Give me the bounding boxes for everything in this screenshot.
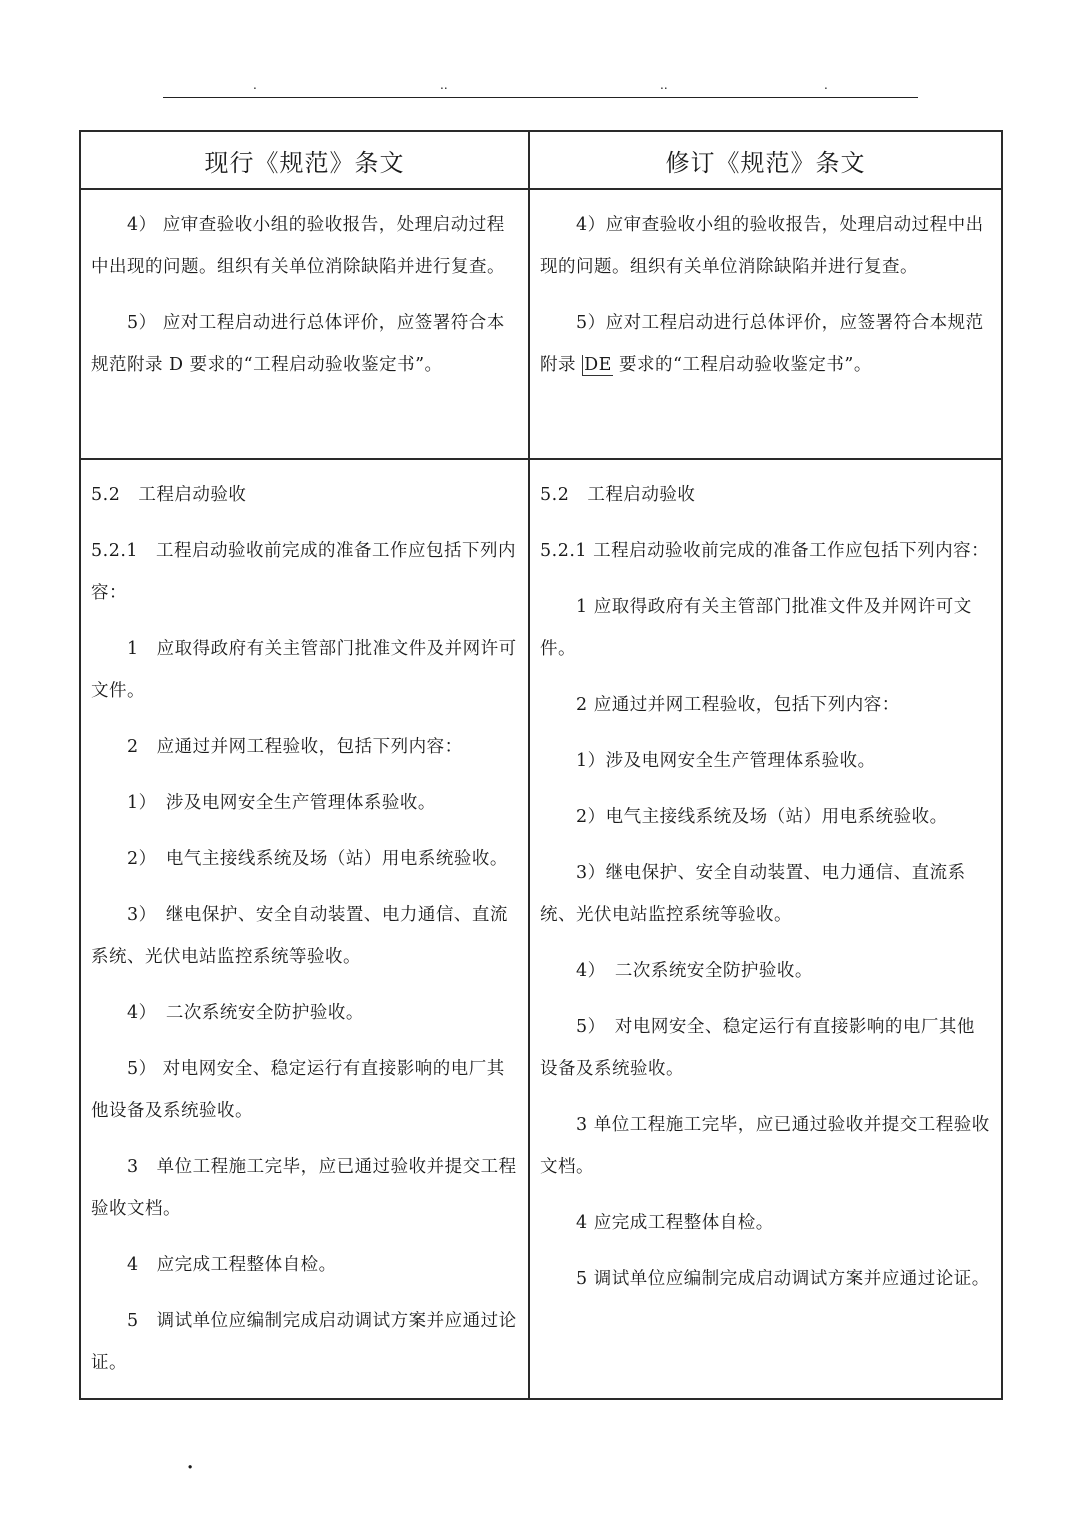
header-rule [163, 97, 918, 98]
header-dot: .. [660, 78, 668, 92]
table-row [80, 189, 1002, 459]
current-spec-header: 现行《规范》条文 [80, 131, 529, 189]
revised-spec-cell [529, 189, 1002, 459]
revised-spec-header: 修订《规范》条文 [529, 131, 1002, 189]
current-spec-cell [80, 189, 529, 459]
clause-text: 5） 对电网安全、稳定运行有直接影响的电厂其他设备及系统验收。 [540, 1017, 975, 1079]
clause-text: 5 调试单位应编制完成启动调试方案并应通过论证。 [576, 1269, 990, 1289]
clause-text: 4 应完成工程整体自检。 [127, 1255, 337, 1275]
clause-text: 5） 对电网安全、稳定运行有直接影响的电厂其他设备及系统验收。 [91, 1059, 505, 1121]
table-row [80, 459, 1002, 1399]
section-heading: 5.2 工程启动验收 [540, 485, 696, 505]
comparison-table [79, 130, 1003, 1400]
clause-text: 5.2.1 工程启动验收前完成的准备工作应包括下列内容： [91, 541, 517, 603]
header-dot: .. [440, 78, 448, 92]
revision-mark: DE [584, 355, 612, 375]
clause-text-pre: 5）应对工程启动进行总体评价，应签署符合本规范附录 [540, 313, 984, 375]
clause-text: 1） 涉及电网安全生产管理体系验收。 [127, 793, 436, 813]
clause-text: 5） 应对工程启动进行总体评价，应签署符合本规范附录 D 要求的“工程启动验收鉴定书”。 [91, 313, 505, 375]
clause-text: 3 单位工程施工完毕，应已通过验收并提交工程验收文档。 [540, 1115, 990, 1177]
clause-text: 4） 应审查验收小组的验收报告，处理启动过程中出现的问题。组织有关单位消除缺陷并进行复查。 [91, 215, 505, 277]
header-dot: . [253, 78, 257, 92]
clause-text [540, 302, 991, 386]
clause-text: 2）电气主接线系统及场（站）用电系统验收。 [576, 807, 948, 827]
clause-text: 3）继电保护、安全自动装置、电力通信、直流系统、光伏电站监控系统等验收。 [540, 863, 966, 925]
clause-text: 2 应通过并网工程验收，包括下列内容： [576, 695, 900, 715]
clause-text: 2 应通过并网工程验收，包括下列内容： [127, 737, 463, 757]
clause-text: 4） 二次系统安全防护验收。 [576, 961, 813, 981]
clause-text-post: 要求的“工程启动验收鉴定书”。 [612, 355, 872, 375]
clause-text: 1 应取得政府有关主管部门批准文件及并网许可文件。 [91, 639, 517, 701]
current-spec-cell [80, 459, 529, 1399]
clause-text: 4 应完成工程整体自检。 [576, 1213, 774, 1233]
clause-text: 1 应取得政府有关主管部门批准文件及并网许可文件。 [540, 597, 972, 659]
table-header-row [80, 131, 1002, 189]
clause-text: 4）应审查验收小组的验收报告，处理启动过程中出现的问题。组织有关单位消除缺陷并进行复查。 [540, 215, 984, 277]
clause-text: 5 调试单位应编制完成启动调试方案并应通过论证。 [91, 1311, 517, 1373]
footer-dot: . [186, 1445, 195, 1475]
page-header [163, 78, 918, 98]
clause-text: 2） 电气主接线系统及场（站）用电系统验收。 [127, 849, 508, 869]
clause-text: 5.2.1 工程启动验收前完成的准备工作应包括下列内容： [540, 541, 990, 561]
clause-text: 1）涉及电网安全生产管理体系验收。 [576, 751, 876, 771]
section-heading: 5.2 工程启动验收 [91, 485, 247, 505]
revised-spec-cell [529, 459, 1002, 1399]
clause-text: 3 单位工程施工完毕，应已通过验收并提交工程验收文档。 [91, 1157, 517, 1219]
clause-text: 4） 二次系统安全防护验收。 [127, 1003, 364, 1023]
clause-text: 3） 继电保护、安全自动装置、电力通信、直流系统、光伏电站监控系统等验收。 [91, 905, 508, 967]
header-dot: . [824, 78, 828, 92]
